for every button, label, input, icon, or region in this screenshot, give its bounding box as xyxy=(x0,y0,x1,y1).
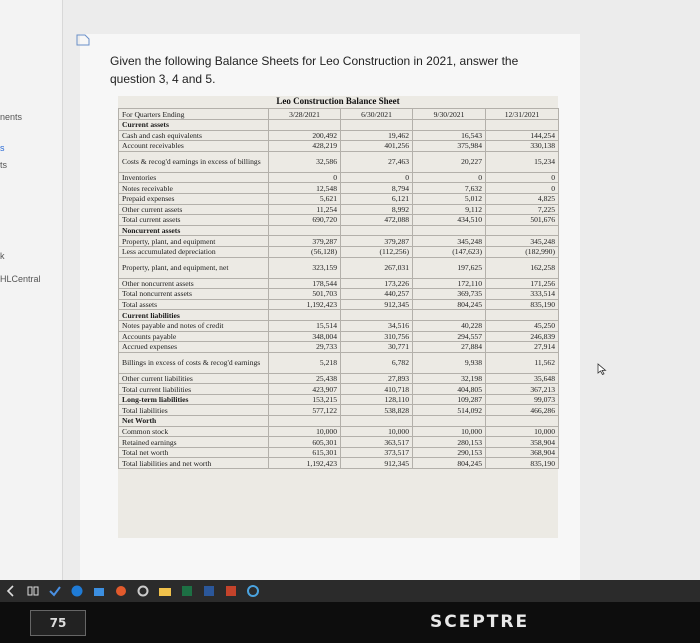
store-icon[interactable] xyxy=(92,584,106,598)
cell-value xyxy=(341,120,413,131)
row-label: Notes receivable xyxy=(119,183,269,194)
cell-value: 472,088 xyxy=(341,215,413,226)
gear-icon[interactable] xyxy=(136,584,150,598)
table-row xyxy=(119,352,559,373)
powerpoint-icon[interactable] xyxy=(224,584,238,598)
table-row xyxy=(119,141,559,152)
cell-value: 1,192,423 xyxy=(269,458,341,469)
row-label: Current liabilities xyxy=(119,310,269,321)
cell-value: 368,904 xyxy=(486,447,559,458)
row-label: Accrued expenses xyxy=(119,342,269,353)
cell-value xyxy=(413,225,486,236)
cell-value xyxy=(413,120,486,131)
cell-value: 0 xyxy=(413,172,486,183)
cell-value xyxy=(269,310,341,321)
sidebar-item-hlcentral[interactable]: HLCentral xyxy=(0,274,41,284)
cell-value: 40,228 xyxy=(413,320,486,331)
row-label: Prepaid expenses xyxy=(119,193,269,204)
cell-value: 804,245 xyxy=(413,299,486,310)
cell-value: 369,735 xyxy=(413,289,486,300)
table-row xyxy=(119,215,559,226)
header-label: For Quarters Ending xyxy=(119,109,269,120)
cell-value: 45,250 xyxy=(486,320,559,331)
mouse-cursor-icon xyxy=(597,363,607,375)
cell-value: 804,245 xyxy=(413,458,486,469)
cell-value: 29,733 xyxy=(269,342,341,353)
table-row xyxy=(119,120,559,131)
cell-value: 5,218 xyxy=(269,352,341,373)
row-label: Costs & recog'd earnings in excess of billings xyxy=(119,151,269,172)
sheet-title: Leo Construction Balance Sheet xyxy=(276,96,400,106)
edge-icon[interactable] xyxy=(70,584,84,598)
header-date: 3/28/2021 xyxy=(269,109,341,120)
row-label: Property, plant, and equipment xyxy=(119,236,269,247)
cell-value: 15,234 xyxy=(486,151,559,172)
browser-icon[interactable] xyxy=(246,584,260,598)
cell-value: 20,227 xyxy=(413,151,486,172)
cell-value: 410,718 xyxy=(341,384,413,395)
cell-value: 5,012 xyxy=(413,193,486,204)
table-row xyxy=(119,225,559,236)
cell-value: (112,256) xyxy=(341,246,413,257)
cell-value: 363,517 xyxy=(341,437,413,448)
cell-value xyxy=(413,416,486,427)
cell-value: 27,893 xyxy=(341,373,413,384)
row-label: Current assets xyxy=(119,120,269,131)
cell-value: 171,256 xyxy=(486,278,559,289)
question-text: Given the following Balance Sheets for Leo Construction in 2021, answer the question 3, 4 and 5. xyxy=(110,54,519,86)
document-corner-icon xyxy=(76,34,90,46)
cell-value xyxy=(269,416,341,427)
table-row xyxy=(119,310,559,321)
task-view-icon[interactable] xyxy=(26,584,40,598)
cell-value: 1,192,423 xyxy=(269,299,341,310)
cell-value: 401,256 xyxy=(341,141,413,152)
row-label: Total noncurrent assets xyxy=(119,289,269,300)
cell-value: 25,438 xyxy=(269,373,341,384)
sidebar-item[interactable]: k xyxy=(0,251,5,261)
table-row xyxy=(119,405,559,416)
cell-value: 162,258 xyxy=(486,257,559,278)
row-label: Other current assets xyxy=(119,204,269,215)
table-row xyxy=(119,384,559,395)
cell-value: 172,110 xyxy=(413,278,486,289)
row-label: Total liabilities and net worth xyxy=(119,458,269,469)
excel-icon[interactable] xyxy=(180,584,194,598)
cell-value xyxy=(486,310,559,321)
cell-value: 440,257 xyxy=(341,289,413,300)
table-row xyxy=(119,278,559,289)
cell-value: 9,938 xyxy=(413,352,486,373)
cell-value: 294,557 xyxy=(413,331,486,342)
cell-value: 310,756 xyxy=(341,331,413,342)
row-label: Total current liabilities xyxy=(119,384,269,395)
monitor-bezel xyxy=(0,602,700,643)
table-row xyxy=(119,289,559,300)
table-row xyxy=(119,151,559,172)
cell-value: 0 xyxy=(341,172,413,183)
cell-value: 30,771 xyxy=(341,342,413,353)
cell-value: 345,248 xyxy=(413,236,486,247)
cell-value: 605,301 xyxy=(269,437,341,448)
header-date: 6/30/2021 xyxy=(341,109,413,120)
table-row xyxy=(119,458,559,469)
cell-value: 7,632 xyxy=(413,183,486,194)
cell-value: 690,720 xyxy=(269,215,341,226)
cell-value: 153,215 xyxy=(269,394,341,405)
table-row xyxy=(119,373,559,384)
cell-value: 577,122 xyxy=(269,405,341,416)
energy-sticker xyxy=(30,610,86,636)
cell-value: 27,884 xyxy=(413,342,486,353)
table-row xyxy=(119,426,559,437)
cell-value: 280,153 xyxy=(413,437,486,448)
table-row xyxy=(119,130,559,141)
cell-value: (182,990) xyxy=(486,246,559,257)
cell-value: 19,462 xyxy=(341,130,413,141)
cell-value: 835,190 xyxy=(486,299,559,310)
cell-value: 375,984 xyxy=(413,141,486,152)
cell-value xyxy=(341,416,413,427)
photos-icon[interactable] xyxy=(114,584,128,598)
cell-value: 109,287 xyxy=(413,394,486,405)
balance-sheet-image xyxy=(118,96,558,538)
cell-value: 5,621 xyxy=(269,193,341,204)
cell-value: 323,159 xyxy=(269,257,341,278)
cell-value: 428,219 xyxy=(269,141,341,152)
cell-value: 367,213 xyxy=(486,384,559,395)
cell-value: 538,828 xyxy=(341,405,413,416)
cell-value: 10,000 xyxy=(269,426,341,437)
cell-value: 197,625 xyxy=(413,257,486,278)
row-label: Noncurrent assets xyxy=(119,225,269,236)
cell-value: 501,676 xyxy=(486,215,559,226)
cell-value: 32,586 xyxy=(269,151,341,172)
cell-value xyxy=(413,310,486,321)
cell-value: 404,805 xyxy=(413,384,486,395)
cell-value xyxy=(269,120,341,131)
cell-value xyxy=(341,310,413,321)
cell-value: 200,492 xyxy=(269,130,341,141)
cell-value: 27,463 xyxy=(341,151,413,172)
cell-value: 345,248 xyxy=(486,236,559,247)
cell-value: 27,914 xyxy=(486,342,559,353)
cell-value: 11,562 xyxy=(486,352,559,373)
table-row xyxy=(119,204,559,215)
cell-value: 8,992 xyxy=(341,204,413,215)
cell-value: 32,198 xyxy=(413,373,486,384)
cell-value: 11,254 xyxy=(269,204,341,215)
row-label: Inventories xyxy=(119,172,269,183)
cell-value: 173,226 xyxy=(341,278,413,289)
cell-value: 12,548 xyxy=(269,183,341,194)
cell-value: 10,000 xyxy=(413,426,486,437)
cell-value: 379,287 xyxy=(341,236,413,247)
row-label: Total net worth xyxy=(119,447,269,458)
cell-value: 0 xyxy=(486,172,559,183)
cell-value: 10,000 xyxy=(341,426,413,437)
sidebar-item[interactable]: nents xyxy=(0,112,23,122)
row-label: Retained earnings xyxy=(119,437,269,448)
cell-value: (147,623) xyxy=(413,246,486,257)
table-row xyxy=(119,236,559,247)
folder-icon[interactable] xyxy=(158,584,172,598)
row-label: Long-term liabilities xyxy=(119,394,269,405)
table-row xyxy=(119,342,559,353)
cell-value: 379,287 xyxy=(269,236,341,247)
row-label: Cash and cash equivalents xyxy=(119,130,269,141)
cell-value: 246,839 xyxy=(486,331,559,342)
cell-value: 835,190 xyxy=(486,458,559,469)
table-row xyxy=(119,299,559,310)
cell-value: 423,907 xyxy=(269,384,341,395)
balance-sheet-table xyxy=(118,108,559,469)
cell-value: 466,286 xyxy=(486,405,559,416)
cell-value: 514,092 xyxy=(413,405,486,416)
row-label: Other current liabilities xyxy=(119,373,269,384)
cell-value: 290,153 xyxy=(413,447,486,458)
cell-value: 434,510 xyxy=(413,215,486,226)
cell-value: (56,128) xyxy=(269,246,341,257)
cell-value xyxy=(269,225,341,236)
cell-value: 501,703 xyxy=(269,289,341,300)
checkmark-icon[interactable] xyxy=(48,584,62,598)
row-label: Account receivables xyxy=(119,141,269,152)
row-label: Billings in excess of costs & recog'd earnings xyxy=(119,352,269,373)
row-label: Accounts payable xyxy=(119,331,269,342)
cell-value: 4,825 xyxy=(486,193,559,204)
cell-value: 128,110 xyxy=(341,394,413,405)
back-icon[interactable] xyxy=(4,584,18,598)
cell-value xyxy=(486,225,559,236)
cell-value: 34,516 xyxy=(341,320,413,331)
table-row xyxy=(119,183,559,194)
row-label: Total liabilities xyxy=(119,405,269,416)
cell-value: 35,648 xyxy=(486,373,559,384)
cell-value: 144,254 xyxy=(486,130,559,141)
sidebar xyxy=(0,0,63,580)
cell-value: 358,904 xyxy=(486,437,559,448)
cell-value: 330,138 xyxy=(486,141,559,152)
cell-value: 10,000 xyxy=(486,426,559,437)
cell-value xyxy=(486,120,559,131)
cell-value: 267,031 xyxy=(341,257,413,278)
table-row xyxy=(119,416,559,427)
word-icon[interactable] xyxy=(202,584,216,598)
cell-value: 7,225 xyxy=(486,204,559,215)
cell-value: 615,301 xyxy=(269,447,341,458)
table-header-row xyxy=(119,109,559,120)
cell-value: 8,794 xyxy=(341,183,413,194)
cell-value: 373,517 xyxy=(341,447,413,458)
table-row xyxy=(119,331,559,342)
row-label: Common stock xyxy=(119,426,269,437)
cell-value: 6,782 xyxy=(341,352,413,373)
row-label: Total current assets xyxy=(119,215,269,226)
table-row xyxy=(119,172,559,183)
cell-value xyxy=(486,416,559,427)
row-label: Total assets xyxy=(119,299,269,310)
table-row xyxy=(119,320,559,331)
header-date: 9/30/2021 xyxy=(413,109,486,120)
row-label: Other noncurrent assets xyxy=(119,278,269,289)
table-row xyxy=(119,246,559,257)
cell-value: 348,004 xyxy=(269,331,341,342)
table-row xyxy=(119,193,559,204)
row-label: Property, plant, and equipment, net xyxy=(119,257,269,278)
cell-value: 333,514 xyxy=(486,289,559,300)
row-label: Net Worth xyxy=(119,416,269,427)
cell-value: 0 xyxy=(486,183,559,194)
cell-value: 9,112 xyxy=(413,204,486,215)
cell-value: 912,345 xyxy=(341,299,413,310)
cell-value: 15,514 xyxy=(269,320,341,331)
cell-value xyxy=(341,225,413,236)
cell-value: 0 xyxy=(269,172,341,183)
sticker-text: 75 xyxy=(49,616,67,630)
table-row xyxy=(119,447,559,458)
sidebar-item[interactable]: ts xyxy=(0,160,8,170)
table-row xyxy=(119,394,559,405)
row-label: Notes payable and notes of credit xyxy=(119,320,269,331)
header-date: 12/31/2021 xyxy=(486,109,559,120)
sidebar-item[interactable]: s xyxy=(0,143,5,153)
table-row xyxy=(119,437,559,448)
cell-value: 99,073 xyxy=(486,394,559,405)
cell-value: 16,543 xyxy=(413,130,486,141)
table-row xyxy=(119,257,559,278)
monitor-brand-logo: SCEPTRE xyxy=(430,612,530,632)
cell-value: 6,121 xyxy=(341,193,413,204)
row-label: Less accumulated depreciation xyxy=(119,246,269,257)
cell-value: 912,345 xyxy=(341,458,413,469)
cell-value: 178,544 xyxy=(269,278,341,289)
